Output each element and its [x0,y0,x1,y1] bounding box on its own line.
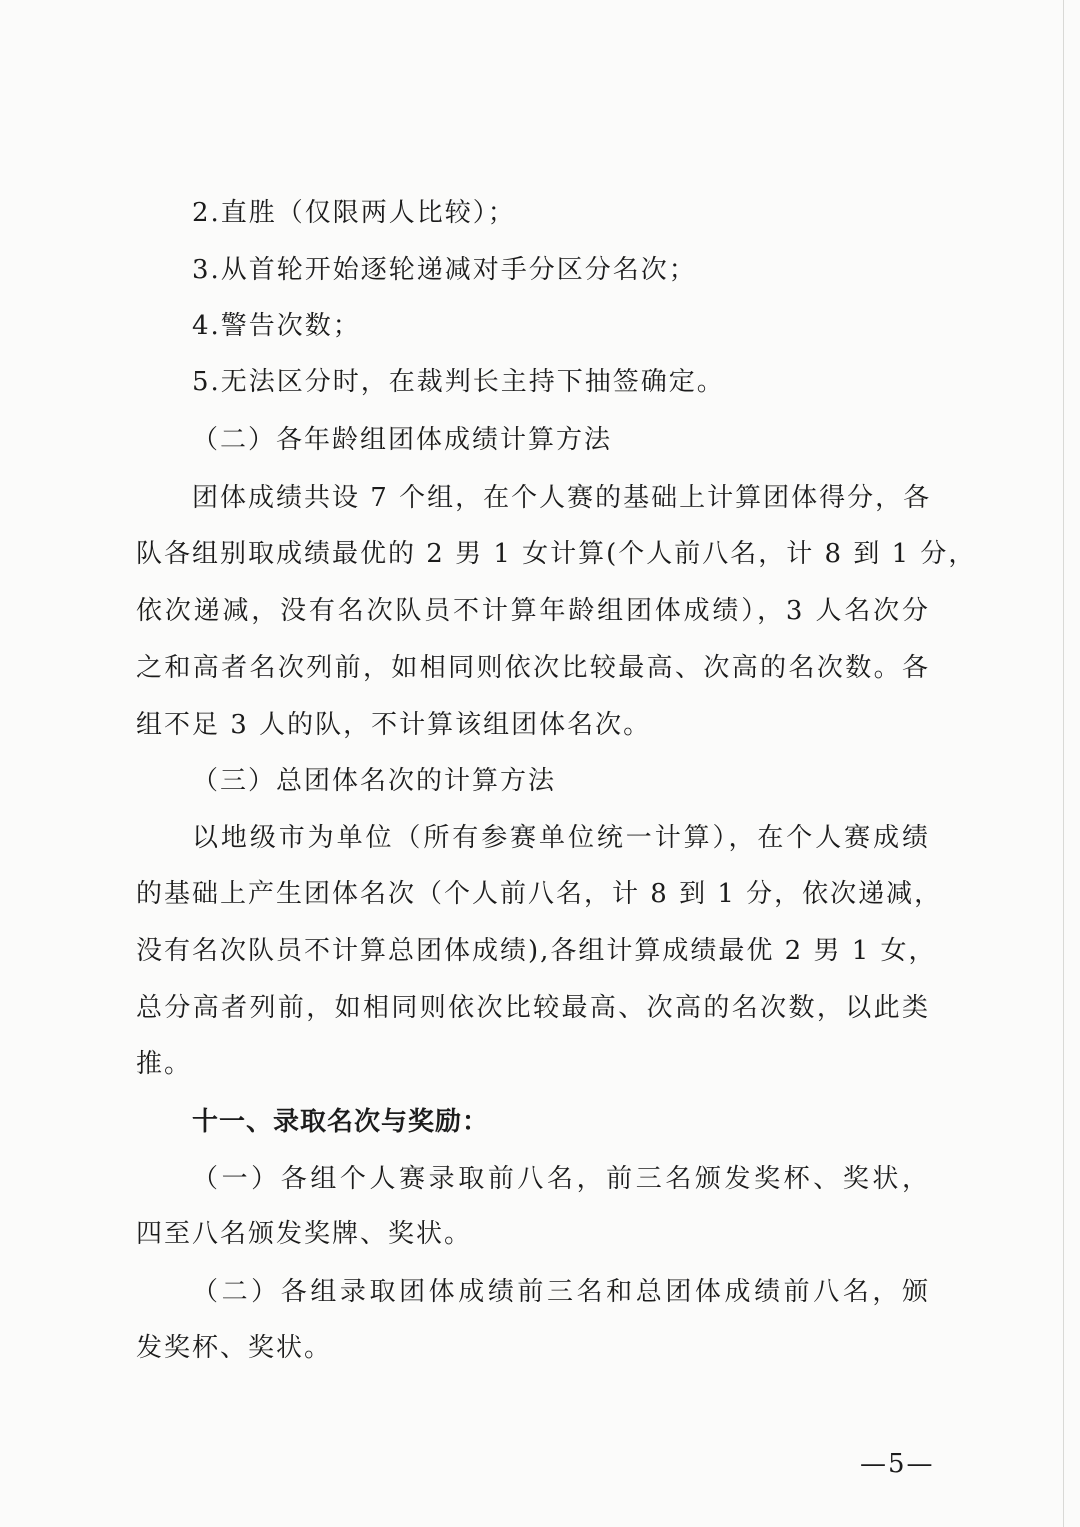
section-heading-2: （二）各年龄组团体成绩计算方法 [192,425,613,455]
paragraph-line: （一）各组个人赛录取前八名，前三名颁发奖杯、奖状， [192,1164,930,1194]
paragraph-line: 总分高者列前，如相同则依次比较最高、次高的名次数，以此类 [136,993,930,1023]
rule-item-5: 5.无法区分时，在裁判长主持下抽签确定。 [192,367,725,397]
chapter-heading-11: 十一、录取名次与奖励： [192,1107,490,1137]
paragraph-line: （二）各组录取团体成绩前三名和总团体成绩前八名，颁 [192,1277,930,1307]
paragraph-line: 没有名次队员不计算总团体成绩),各组计算成绩最优 2 男 1 女， [136,936,937,966]
paragraph-line: 的基础上产生团体名次（个人前八名，计 8 到 1 分，依次递减， [136,879,943,909]
page-edge-line [1063,0,1064,1527]
paragraph-line: 团体成绩共设 7 个组，在个人赛的基础上计算团体得分，各 [192,483,932,513]
paragraph-line: 以地级市为单位（所有参赛单位统一计算），在个人赛成绩 [192,823,930,853]
paragraph-line: 之和高者名次列前，如相同则依次比较最高、次高的名次数。各 [136,653,930,683]
paragraph-line: 四至八名颁发奖牌、奖状。 [136,1219,473,1249]
page-number: —5— [860,1449,935,1479]
rule-item-4: 4.警告次数； [192,311,361,341]
paragraph-line: 队各组别取成绩最优的 2 男 1 女计算(个人前八名，计 8 到 1 分， [136,539,977,569]
paragraph-line: 依次递减，没有名次队员不计算年龄组团体成绩），3 人名次分 [136,596,930,626]
paragraph-line: 推。 [136,1049,193,1079]
paragraph-line: 发奖杯、奖状。 [136,1333,333,1363]
paragraph-line: 组不足 3 人的队，不计算该组团体名次。 [136,710,652,740]
rule-item-2: 2.直胜（仅限两人比较）； [192,198,516,228]
rule-item-3: 3.从首轮开始逐轮递减对手分区分名次； [192,255,697,285]
section-heading-3: （三）总团体名次的计算方法 [192,766,557,796]
